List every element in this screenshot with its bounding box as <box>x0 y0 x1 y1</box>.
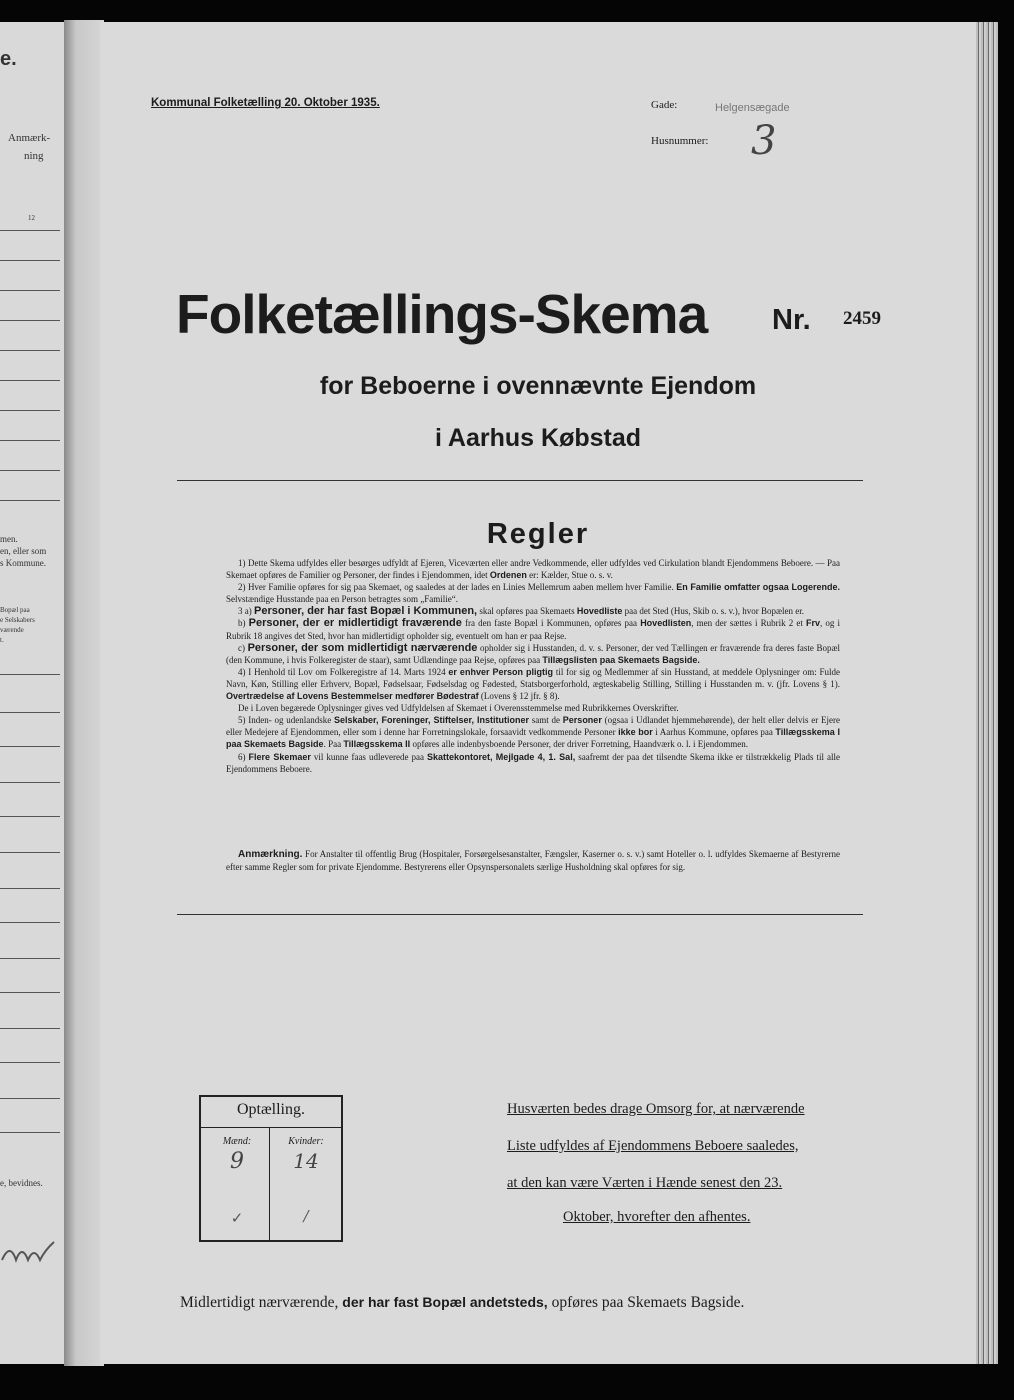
men-label: Mænd: <box>222 1136 252 1147</box>
left-page-fragment: Bopæl paa <box>0 606 30 614</box>
left-page-fragment: værende <box>0 626 24 634</box>
left-page-fragment: ning <box>24 150 44 162</box>
men-count: 9 <box>230 1149 244 1174</box>
left-page-fragment: en, eller som <box>0 546 47 556</box>
left-page-fragment: men. <box>0 534 18 544</box>
street-label: Gade: <box>651 99 678 111</box>
rule-2: 2) Hver Familie opføres for sig paa Skemaet, og saaledes at der lades en Linies Mellemrum aaben mellem hver Familie. En Familie omfatter ogsaa Logerende. Selvstændige Husstande paa en Person betragtes som „Familie“. <box>226 582 840 605</box>
count-box-column-divider <box>269 1127 270 1240</box>
count-box-title: Optælling. <box>236 1101 305 1118</box>
house-number-value: 3 <box>751 118 777 164</box>
form-number-label: Nr. <box>772 304 811 336</box>
left-facing-page <box>0 22 66 1364</box>
rule-3b: b) Personer, der er midlertidigt fraværende fra den faste Bopæl i Kommunen, opføres paa Hovedlisten, men der sættes i Rubrik 2 et Frv, og i Rubrik 18 angives det Sted, hvor han midlertidigt opholder sig, eventuelt om han er paa Rejse. <box>226 617 840 641</box>
form-subtitle-city: i Aarhus Købstad <box>434 424 642 452</box>
left-page-fragment: e, bevidnes. <box>0 1178 43 1188</box>
house-number-label: Husnummer: <box>651 135 709 147</box>
instruction-line-2: Liste udfyldes af Ejendommens Beboere saaledes, <box>507 1138 799 1154</box>
rule-3c: c) Personer, der som midlertidigt nærværende opholder sig i Husstanden, d. v. s. Personer, der ved Tællingen er fraværende fra deres faste Bopæl (den Kommune, i hvis Folkeregister de staar), samt Udlændinge paa Rejse, opføres paa Tillægslisten paa Skemaets Bagside. <box>226 641 840 665</box>
form-title: Folketællings-Skema <box>176 283 708 345</box>
left-page-fragment: 12 <box>28 214 35 222</box>
left-page-fragment: e. <box>0 48 17 70</box>
instruction-line-4: Oktober, hvorefter den afhentes. <box>563 1209 751 1225</box>
instruction-line-3: at den kan være Værten i Hænde senest den 23. <box>507 1175 783 1191</box>
footnote: Midlertidigt nærværende, der har fast Bopæl andetsteds, opføres paa Skemaets Bagside. <box>180 1294 745 1311</box>
rule-3a: 3 a) Personer, der har fast Bopæl i Kommunen, skal opføres paa Skemaets Hovedliste paa det Sted (Hus, Skib o. s. v.), hvor Bopælen er. <box>238 605 805 618</box>
women-check-mark: / <box>303 1207 309 1225</box>
form-subtitle: for Beboerne i ovennævnte Ejendom <box>319 372 757 400</box>
annotation-note: Anmærkning. For Anstalter til offentlig Brug (Hospitaler, Forsørgelsesanstalter, Fængsler, Kaserner o. s. v.) samt Hoteller o. l. udfyldes Skemaerne af Bestyrerne efter samme Regler som for private Ejendomme. Bestyrerens eller Opsynspersonalets særlige Husholdning skal opføres for sig. <box>226 849 840 872</box>
rule-6: 6) Flere Skemaer vil kunne faas udleverede paa Skattekontoret, Mejlgade 4, 1. Sal, saafremt der paa det tilsendte Skema ikke er tilstrækkelig Plads til alle Ejendommens Beboere. <box>226 751 841 774</box>
women-label: Kvinder: <box>288 1136 324 1147</box>
rules-text <box>226 557 840 775</box>
form-number-value: 2459 <box>843 308 881 329</box>
left-page-fragment: s Kommune. <box>0 558 46 568</box>
rules-heading: Regler <box>486 518 590 550</box>
rule-4: 4) I Henhold til Lov om Folkeregistre af 14. Marts 1924 er enhver Person pligtig til for sig og Medlemmer af sin Husstand, at meddele Oplysninger om: Fulde Navn, Køn, Stilling eller Erhverv, Bopæl, Fødselsaar, Fødselsdag og Fødested, Statsborgerforhold, ægteskabelig Stilling, Stilling i Husstanden m. v. (jfr. Lovens § 1). Overtrædelse af Lovens Bestemmelser medfører Bødestraf (Lovens § 12 jfr. § 8). <box>226 666 840 702</box>
handwritten-signature-fragment <box>0 1232 60 1272</box>
women-count: 14 <box>293 1149 319 1173</box>
count-box-rule <box>201 1127 341 1128</box>
left-page-fragment: t. <box>0 636 4 644</box>
page-stack-edge <box>976 22 998 1364</box>
annotation-label: Anmærkning. <box>238 849 303 860</box>
census-header: Kommunal Folketælling 20. Oktober 1935. <box>151 97 380 109</box>
rule-5: 5) Inden- og udenlandske Selskaber, Foreninger, Stiftelser, Institutioner samt de Personer (ogsaa i Udlandet hjemmehørende), der helt eller delvis er Ejere eller Medejere af Ejendommen, eller som i denne har Forretningslokale, forsaavidt vedkommende Personer ikke bor i Aarhus Kommune, opføres paa Tillægsskema I paa Skemaets Bagside. Paa Tillægsskema II opføres alle indenbysboende Personer, der driver Forretning, Haandværk o. l. i Ejendommen. <box>226 715 840 750</box>
footnote-emphasis: der har fast Bopæl andetsteds, <box>342 1294 548 1310</box>
left-page-fragment: e Selskabers <box>0 616 35 624</box>
rule-4-note: De i Loven begærede Oplysninger gives ved Udfyldelsen af Skemaet i Overensstemmelse med Rubrikkernes Overskrifter. <box>238 703 679 714</box>
street-value: Helgensægade <box>715 102 790 114</box>
divider <box>177 914 863 915</box>
instruction-line-1: Husværten bedes drage Omsorg for, at nærværende <box>507 1101 805 1117</box>
divider <box>177 480 863 481</box>
book-gutter <box>64 20 104 1366</box>
men-check-mark: ✓ <box>230 1210 244 1227</box>
left-page-fragment: Anmærk- <box>8 132 51 144</box>
count-box-main <box>199 1095 343 1242</box>
rule-1: 1) Dette Skema udfyldes eller besørges udfyldt af Ejeren, Viceværten eller andre Vedkommende, eller udfyldes ved Cirkulation blandt Ejendommens Beboere. — Paa Skemaet opføres de Familier og Personer, der findes i Ejendommen, idet Ordenen er: Kælder, Stue o. s. v. <box>226 558 840 581</box>
